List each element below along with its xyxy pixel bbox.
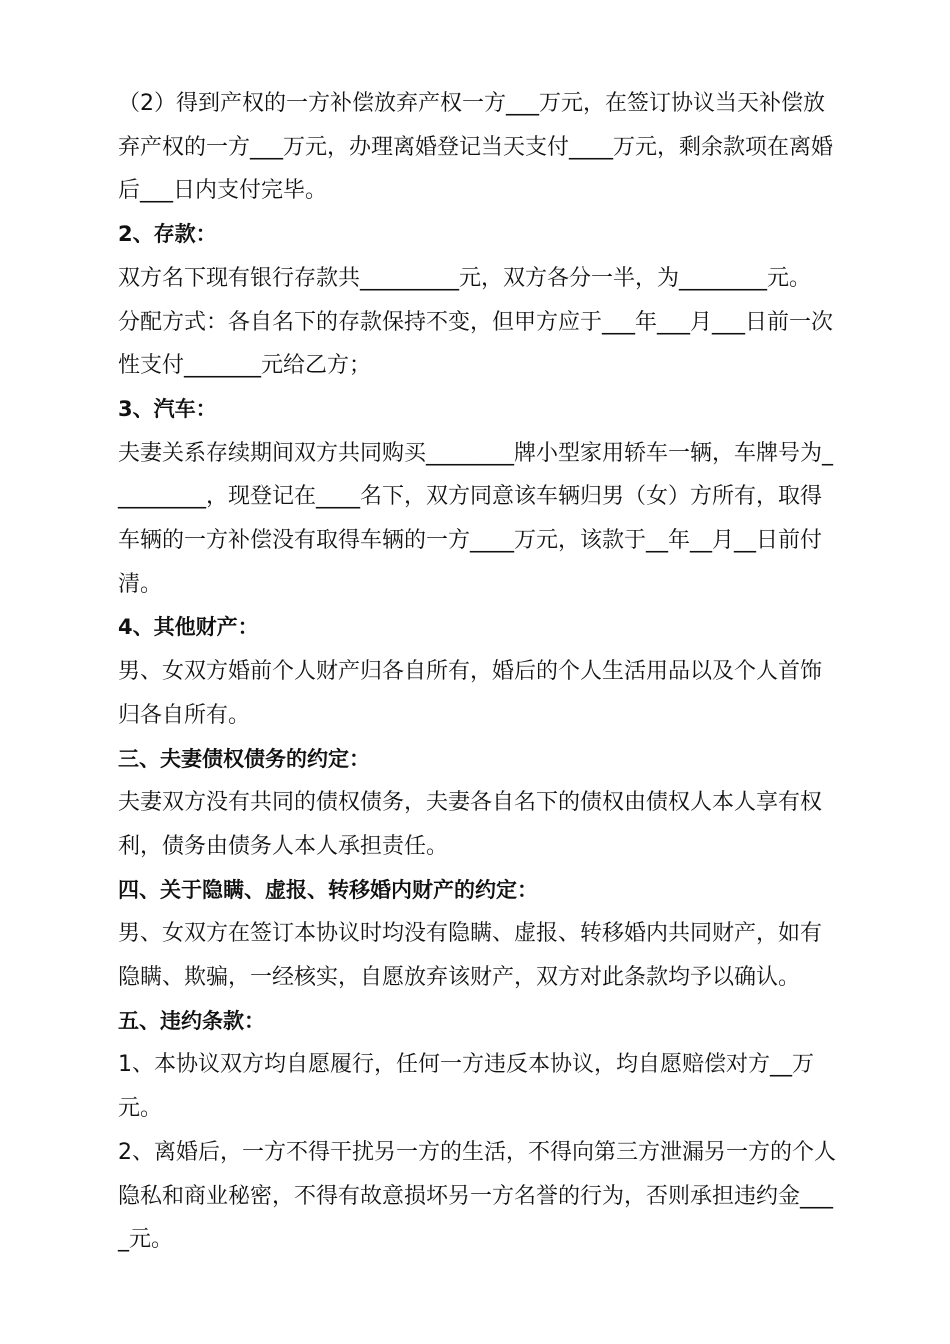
heading-concealment: 四、关于隐瞒、虚报、转移婚内财产的约定：: [118, 877, 538, 902]
paragraph-car-terms: 夫妻关系存续期间双方共同购买________牌小型家用轿车一辆，车牌号为_________，现登记在____名下，双方同意该车辆归男（女）方所有，取得车辆的一方补偿没有取得车辆的一方____万元，该款于__年__月__日前付清。: [118, 440, 834, 597]
heading-deposits: 2、存款：: [118, 222, 217, 247]
paragraph-deposit-distribution: 分配方式：各自名下的存款保持不变，但甲方应于___年___月___日前一次性支付_______元给乙方；: [118, 309, 834, 379]
paragraph-property-compensation: （2）得到产权的一方补偿放弃产权一方___万元，在签订协议当天补偿放弃产权的一方___万元，办理离婚登记当天支付____万元，剩余款项在离婚后___日内支付完毕。: [118, 91, 834, 204]
paragraph-debts: 夫妻双方没有共同的债权债务，夫妻各自名下的债权由债权人本人享有权利，债务由债务人本人承担责任。: [118, 790, 823, 859]
heading-breach: 五、违约条款：: [118, 1008, 265, 1033]
paragraph-breach-2: 2、离婚后，一方不得干扰另一方的生活，不得向第三方泄漏另一方的个人隐私和商业秘密，不得有故意损坏另一方名誉的行为，否则承担违约金____元。: [118, 1139, 836, 1253]
paragraph-concealment: 男、女双方在签订本协议时均没有隐瞒、虚报、转移婚内共同财产，如有隐瞒、欺骗，一经核实，自愿放弃该财产，双方对此条款均予以确认。: [118, 921, 823, 991]
paragraph-deposit-amount: 双方名下现有银行存款共_________元，双方各分一半，为________元。: [118, 265, 812, 291]
paragraph-other-property: 男、女双方婚前个人财产归各自所有，婚后的个人生活用品以及个人首饰归各自所有。: [118, 659, 823, 728]
heading-other-property: 4、其他财产：: [118, 615, 259, 640]
paragraph-breach-1: 1、本协议双方均自愿履行，任何一方违反本协议，均自愿赔偿对方__万元。: [118, 1052, 814, 1122]
heading-debts: 三、夫妻债权债务的约定：: [118, 746, 370, 771]
document-page: [118, 82, 838, 1262]
heading-car: 3、汽车：: [118, 396, 217, 421]
